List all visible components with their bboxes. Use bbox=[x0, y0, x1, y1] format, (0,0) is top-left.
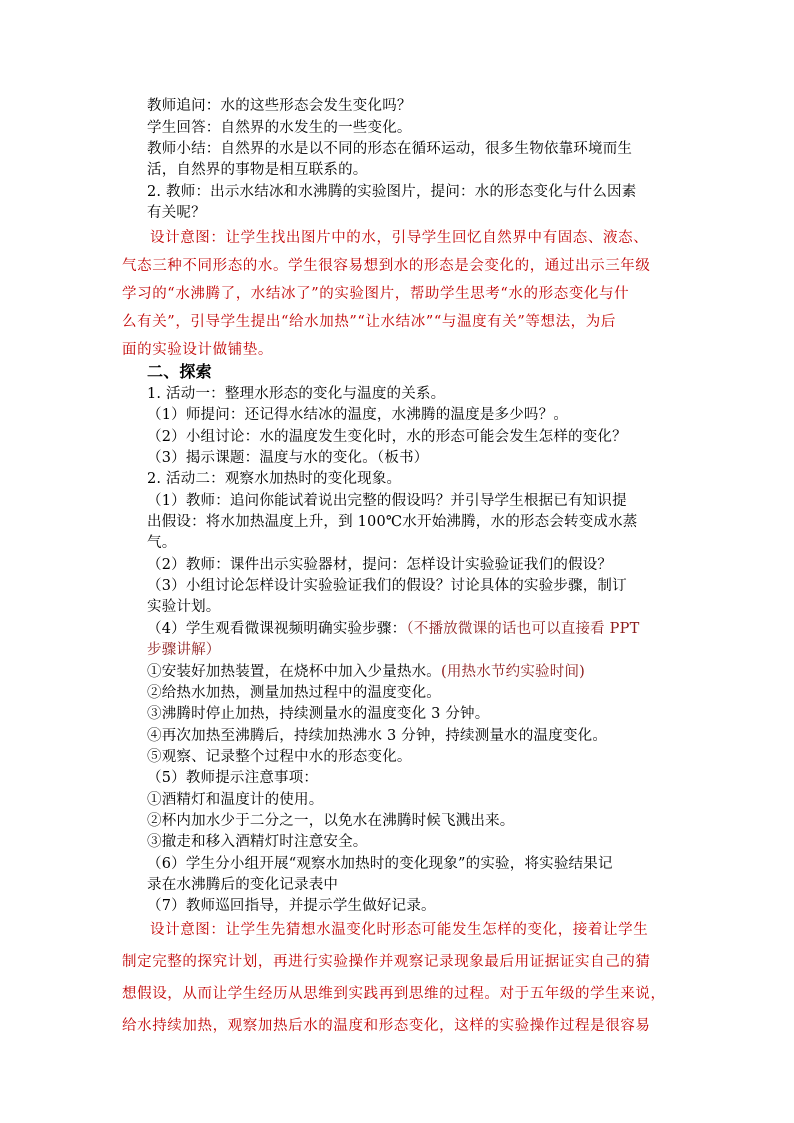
caution-line: ③撤走和移入酒精灯时注意安全。 bbox=[147, 834, 368, 850]
explore-line: 1. 活动一：整理水形态的变化与温度的关系。 bbox=[147, 386, 446, 402]
intro-line: 2. 教师：出示水结冰和水沸腾的实验图片，提问：水的形态变化与什么因素 bbox=[147, 184, 637, 200]
design-intent-line: 么有关”，引导学生提出“给水加热”“让水结冰”“与温度有关”等想法，为后 bbox=[122, 314, 616, 330]
explore-line: （1）教师：追问你能试着说出完整的假设吗？并引导学生根据已有知识提 bbox=[147, 493, 627, 509]
design-intent-line: 给水持续加热，观察加热后水的温度和形态变化，这样的实验操作过程是很容易 bbox=[122, 1018, 651, 1034]
intro-line: 教师小结：自然界的水是以不同的形态在循环运动，很多生物依靠环境而生 bbox=[147, 141, 633, 157]
design-intent-line: 制定完整的探究计划，再进行实验操作并观察记录现象最后用证据证实自己的猜 bbox=[122, 954, 651, 970]
step-line: ③沸腾时停止加热，持续测量水的温度变化 3 分钟。 bbox=[147, 706, 490, 722]
explore-line: 气。 bbox=[147, 535, 177, 551]
step4-line bbox=[147, 619, 639, 639]
step-line: ④再次加热至沸腾后，持续加热沸水 3 分钟，持续测量水的温度变化。 bbox=[147, 728, 608, 744]
explore-line: 实验计划。 bbox=[147, 599, 221, 615]
explore-line: 出假设：将水加热温度上升，到 100℃水开始沸腾，水的形态会转变成水蒸 bbox=[147, 514, 638, 530]
design-intent-line: 学习的“水沸腾了，水结冰了”的实验图片，帮助学生思考“水的形态变化与什 bbox=[122, 286, 630, 302]
step-line: ②给热水加热，测量加热过程中的温度变化。 bbox=[147, 685, 441, 701]
design-intent-line: 面的实验设计做铺垫。 bbox=[122, 342, 273, 358]
design-intent-line: 想假设，从而让学生经历从思维到实践再到思维的过程。对于五年级的学生来说， bbox=[122, 986, 666, 1002]
explore-line: （1）师提问：还记得水结冰的温度，水沸腾的温度是多少吗？。 bbox=[147, 407, 569, 423]
design-intent-line: 气态三种不同形态的水。学生很容易想到水的形态是会变化的，通过出示三年级 bbox=[122, 258, 651, 274]
design-intent-line: 设计意图：让学生先猜想水温变化时形态可能发生怎样的变化，接着让学生 bbox=[150, 922, 649, 938]
intro-line: 活，自然界的事物是相互联系的。 bbox=[147, 162, 368, 178]
intro-line: 教师追问：水的这些形态会发生变化吗？ bbox=[147, 98, 412, 114]
step-note: (用热水节约实验时间) bbox=[441, 664, 586, 680]
caution-line: 录在水沸腾后的变化记录表中 bbox=[147, 877, 339, 893]
intro-line: 学生回答：自然界的水发生的一些变化。 bbox=[147, 120, 412, 136]
explore-line: 2. 活动二：观察水加热时的变化现象。 bbox=[147, 471, 402, 487]
explore-line: （3）小组讨论怎样设计实验验证我们的假设？讨论具体的实验步骤，制订 bbox=[147, 578, 627, 594]
explore-line: （3）揭示课题：温度与水的变化。（板书） bbox=[147, 450, 429, 466]
design-intent-line: 设计意图：让学生找出图片中的水，引导学生回忆自然界中有固态、液态、 bbox=[150, 230, 649, 246]
step4-prefix: （4）学生观看微课视频明确实验步骤： bbox=[147, 621, 407, 637]
explore-line: （2）教师：课件出示实验器材，提问：怎样设计实验验证我们的假设？ bbox=[147, 557, 613, 573]
step-line bbox=[147, 662, 585, 682]
caution-line: （5）教师提示注意事项： bbox=[147, 770, 319, 786]
section-title: 二、探索 bbox=[147, 362, 212, 381]
step-text: ①安装好加热装置，在烧杯中加入少量热水。 bbox=[147, 664, 441, 680]
explore-line: （2）小组讨论：水的温度发生变化时，水的形态可能会发生怎样的变化？ bbox=[147, 429, 627, 445]
step4-note: （不播放微课的话也可以直接看 PPT bbox=[406, 621, 640, 637]
caution-line: （6）学生分小组开展“观察水加热时的变化现象”的实验，将实验结果记 bbox=[147, 856, 613, 872]
step-line: ⑤观察、记录整个过程中水的形态变化。 bbox=[147, 749, 412, 765]
caution-line: ②杯内加水少于二分之一，以免水在沸腾时候飞溅出来。 bbox=[147, 813, 515, 829]
intro-line: 有关呢？ bbox=[147, 205, 206, 221]
caution-line: （7）教师巡回指导，并提示学生做好记录。 bbox=[147, 898, 436, 914]
caution-line: ①酒精灯和温度计的使用。 bbox=[147, 792, 324, 808]
step4-note-cont: 步骤讲解） bbox=[147, 642, 221, 658]
